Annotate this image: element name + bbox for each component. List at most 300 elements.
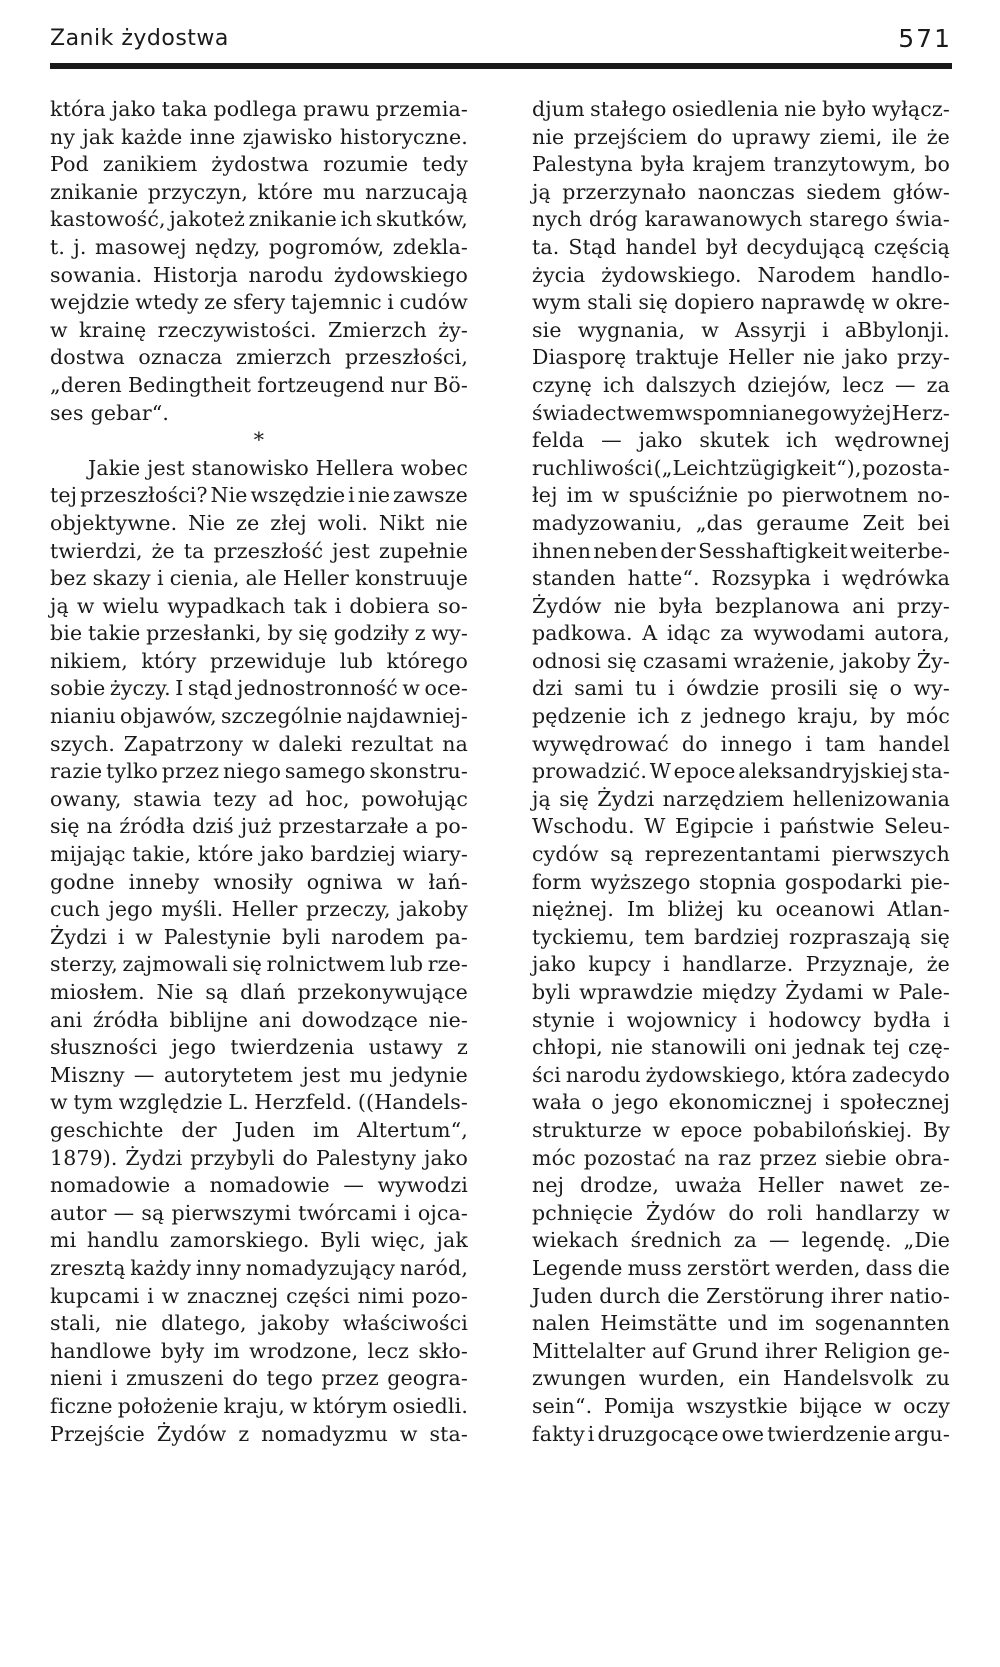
word: („Leichtzügigkeit“), <box>653 455 862 480</box>
text-line <box>50 96 468 124</box>
word: ses <box>50 400 84 425</box>
word: znacznej <box>186 1283 279 1308</box>
word: Egipcie <box>674 814 754 839</box>
word: w <box>50 1090 68 1115</box>
word: prawu <box>303 97 370 121</box>
word: o <box>591 1090 604 1115</box>
word: Żydzi <box>50 924 108 949</box>
word: na <box>684 1145 710 1170</box>
word: raz <box>717 1145 752 1170</box>
word: sterzy, <box>50 952 118 977</box>
word: oczy <box>903 1393 950 1418</box>
text-line <box>50 455 468 483</box>
word: zmierzch <box>236 345 332 370</box>
word: wała <box>532 1090 582 1115</box>
word: Żydami <box>785 980 864 1004</box>
word: osiedlenia <box>671 97 779 121</box>
word: ojca- <box>417 1200 468 1225</box>
word: przy- <box>896 345 950 370</box>
word: decydującą <box>746 234 865 259</box>
word: stopnia <box>699 869 777 894</box>
word: Mittelalter <box>532 1338 646 1363</box>
word: — <box>343 1173 364 1198</box>
word: powołując <box>361 786 468 811</box>
word: wojownicy <box>626 1007 737 1032</box>
text-line <box>50 1145 468 1173</box>
word: i <box>110 1366 118 1391</box>
word: nych <box>532 207 583 232</box>
text-line <box>50 786 468 814</box>
text-line <box>532 979 950 1007</box>
word: i <box>607 1007 615 1032</box>
word: nie <box>613 593 647 618</box>
word: ści <box>532 1062 562 1087</box>
word: nędzy, <box>194 234 261 259</box>
text-line <box>532 1200 950 1228</box>
word: dalszych <box>645 372 737 397</box>
word: geogra- <box>387 1366 468 1391</box>
word: — <box>113 1200 135 1225</box>
word: w <box>161 1283 180 1308</box>
word: ani <box>852 593 885 618</box>
word: w <box>601 483 620 508</box>
word: stanowili <box>651 1035 747 1060</box>
text-line <box>532 1421 950 1449</box>
word: Palestyna <box>532 152 633 177</box>
word: przeszłości, <box>344 345 468 370</box>
word: w <box>50 317 68 342</box>
word: części <box>286 1283 350 1308</box>
word: zjawisko <box>242 124 333 149</box>
word: wywędrować <box>532 731 669 756</box>
word: bardziej <box>310 842 396 867</box>
word: dowodzące <box>301 1007 419 1032</box>
word: jak <box>82 124 114 149</box>
word: i <box>348 483 355 508</box>
word: Bedingtheit <box>127 372 252 397</box>
word: form <box>532 869 582 894</box>
word: żydowskiego <box>333 262 468 287</box>
word: ogniwa <box>306 869 383 894</box>
word: znikanie <box>248 207 337 232</box>
word: Jakie <box>88 455 141 480</box>
word: w <box>402 676 421 701</box>
word: świadectwem <box>532 400 675 425</box>
word: ku <box>736 897 763 922</box>
word: ihnen <box>532 538 592 563</box>
word: do <box>232 1366 259 1391</box>
word: tu <box>634 676 657 701</box>
word: t. <box>50 234 66 259</box>
word: tego <box>266 1366 313 1391</box>
word: jednego <box>702 704 787 729</box>
word: Religion <box>823 1338 911 1363</box>
word: standen <box>532 566 616 591</box>
word: wyżej <box>832 400 892 425</box>
text-line <box>50 317 468 345</box>
word: wrodzone, <box>249 1338 359 1363</box>
word: Heimstätte <box>600 1311 718 1336</box>
word: * <box>253 428 265 453</box>
text-line <box>532 1227 950 1255</box>
word: położenie <box>117 1393 219 1418</box>
word: wiary- <box>402 842 468 867</box>
word: już <box>240 814 272 839</box>
word: Legende <box>532 1255 623 1280</box>
text-line <box>50 924 468 952</box>
word: starego <box>809 207 889 232</box>
word: by <box>267 621 293 646</box>
text-line <box>532 372 950 400</box>
text-line <box>50 400 468 428</box>
word: życia <box>532 262 586 287</box>
word: tedy <box>422 152 468 177</box>
word: wym <box>532 290 582 315</box>
word: By <box>923 1117 950 1142</box>
word: i <box>805 731 813 756</box>
word: zamorskiego. <box>169 1228 310 1253</box>
word: handel <box>625 234 697 259</box>
word: nej <box>532 1173 565 1198</box>
word: oznacza <box>138 345 223 370</box>
text-line <box>532 951 950 979</box>
word: fakty <box>532 1421 585 1446</box>
text-line <box>532 151 950 179</box>
word: ein <box>738 1366 771 1391</box>
word: oce- <box>424 676 468 701</box>
word: nie- <box>428 1007 468 1032</box>
text-line <box>50 1034 468 1062</box>
word: w <box>135 924 153 949</box>
word: tranzytowym, <box>773 152 917 177</box>
word: rzeczywistości. <box>157 317 317 342</box>
word: j. <box>73 234 87 259</box>
text-line <box>50 565 468 593</box>
word: aBbylonji. <box>844 317 950 342</box>
word: cuch <box>50 897 100 922</box>
word: krainę <box>79 317 147 342</box>
word: zerstört <box>686 1255 771 1280</box>
word: ziemi, <box>819 124 883 149</box>
text-line <box>50 1393 468 1421</box>
word: obra- <box>894 1145 950 1170</box>
word: bliżej <box>667 897 725 922</box>
word: Palestyny <box>315 1145 417 1170</box>
word: lecz <box>367 1338 410 1363</box>
word: cienia, <box>169 566 240 591</box>
word: dass <box>865 1255 913 1280</box>
word: Żydzi <box>597 786 655 811</box>
word: I <box>175 676 184 701</box>
word: wypadkach <box>167 593 286 618</box>
word: drodze, <box>580 1173 659 1198</box>
word: pozostać <box>583 1145 677 1170</box>
word: sein“. <box>532 1393 593 1418</box>
word: jak <box>436 1228 468 1253</box>
word: znikanie <box>50 179 139 204</box>
word: pobabilońskiej. <box>753 1117 913 1142</box>
word: Nikt <box>378 510 425 535</box>
word: ani <box>50 1007 83 1032</box>
word: zwungen <box>532 1366 627 1391</box>
text-line <box>532 1338 950 1366</box>
word: uprawy <box>731 124 811 149</box>
word: autor <box>50 1200 107 1225</box>
word: zupełnie <box>379 538 468 563</box>
word: nomadowie <box>209 1173 330 1198</box>
page-number: 571 <box>898 24 952 53</box>
word: ge- <box>917 1338 950 1363</box>
word: przez <box>321 1366 379 1391</box>
text-line <box>532 1255 950 1283</box>
word: autora, <box>874 621 950 646</box>
word: pierwszych <box>831 842 950 867</box>
word: sobie <box>50 676 106 701</box>
word: wobec <box>400 455 468 480</box>
word: epoce <box>673 759 736 784</box>
word: natio- <box>889 1283 950 1308</box>
word: w <box>399 1421 418 1446</box>
word: bydła <box>873 1007 931 1032</box>
word: pchnięcie <box>532 1200 634 1225</box>
word: wszędzie <box>250 483 346 508</box>
word: skutków, <box>375 207 468 232</box>
text-line <box>532 1007 950 1035</box>
word: nianiu <box>50 704 116 729</box>
text-line <box>50 206 468 234</box>
word: 1879). <box>50 1145 118 1170</box>
word: innego <box>720 731 793 756</box>
word: przekonywujące <box>297 980 468 1004</box>
word: była <box>640 152 685 177</box>
word: do <box>728 1200 755 1225</box>
word: Herz- <box>891 400 950 425</box>
word: geraume <box>756 510 850 535</box>
word: dobiera <box>349 593 430 618</box>
word: które <box>257 179 314 204</box>
word: słuszności <box>50 1035 158 1060</box>
word: naprawdę <box>760 290 866 315</box>
text-line <box>532 703 950 731</box>
word: którego <box>386 648 468 673</box>
word: każde <box>120 124 183 149</box>
word: państwie <box>779 814 875 839</box>
word: się <box>232 952 263 977</box>
word: samego <box>284 759 366 784</box>
word: wyższego <box>590 869 691 894</box>
word: nie <box>784 97 817 121</box>
word: po- <box>435 814 468 839</box>
word: wtedy <box>135 290 199 315</box>
word: nie <box>802 345 836 370</box>
word: narzucają <box>365 179 468 204</box>
text-line <box>532 317 950 345</box>
word: która <box>50 97 106 121</box>
word: względzie <box>118 1090 223 1115</box>
word: inne <box>189 124 236 149</box>
word: móc <box>906 704 950 729</box>
word: wejdzie <box>50 290 130 315</box>
word: skło- <box>418 1338 468 1363</box>
word: zdekla- <box>392 234 468 259</box>
word: Heller <box>283 566 349 591</box>
word: dzi <box>532 676 563 701</box>
word: w <box>701 317 719 342</box>
word: wygnania, <box>577 317 686 342</box>
word: im <box>213 1338 240 1363</box>
word: roli <box>766 1200 803 1225</box>
word: w <box>396 869 415 894</box>
word: myśli. <box>161 897 224 922</box>
word: stawia <box>133 786 202 811</box>
word: dostwa <box>50 345 125 370</box>
text-line <box>50 262 468 290</box>
word: kraju, <box>223 1393 285 1418</box>
word: Heller <box>727 345 794 370</box>
word: handlarze. <box>682 952 794 977</box>
word: jego <box>108 897 153 922</box>
word: ich <box>785 428 818 453</box>
word: w <box>872 980 890 1004</box>
word: fortzeugend <box>257 372 385 397</box>
word: jako <box>844 345 889 370</box>
word: handlarzy <box>815 1200 920 1225</box>
word: ale <box>245 566 277 591</box>
word: średnich <box>630 1228 722 1253</box>
word: częścią <box>873 234 950 259</box>
word: Diasporę <box>532 345 627 370</box>
word: więc, <box>370 1228 426 1253</box>
word: wywodami <box>753 621 865 646</box>
text-line <box>532 510 950 538</box>
word: i <box>404 1200 411 1225</box>
text-line <box>50 1310 468 1338</box>
word: lub <box>389 952 424 977</box>
word: Juden <box>532 1283 593 1308</box>
text-line <box>532 565 950 593</box>
word: zawsze <box>393 483 468 508</box>
word: twierdzenia <box>230 1035 355 1060</box>
word: świa- <box>895 207 950 232</box>
word: — <box>768 1228 790 1253</box>
text-line <box>50 758 468 786</box>
word: by <box>870 704 896 729</box>
word: przeczy, <box>305 897 391 922</box>
word: przejściem <box>573 124 688 149</box>
word: Wschodu. <box>532 814 635 839</box>
text-line <box>50 593 468 621</box>
word: dlatego, <box>161 1311 247 1336</box>
word: hatte“. <box>627 566 700 591</box>
text-line <box>532 400 950 428</box>
word: der <box>660 538 696 563</box>
word: nie <box>115 1311 148 1336</box>
word: łej <box>532 483 558 508</box>
word: Żydzi <box>125 1145 183 1170</box>
word: pozo- <box>411 1283 468 1308</box>
word: werden, <box>775 1255 861 1280</box>
word: ihrer <box>830 1283 884 1308</box>
word: krajem <box>692 152 766 177</box>
word: ustawy <box>368 1035 443 1060</box>
word: Żydów <box>645 1200 716 1225</box>
word: Grund <box>691 1338 759 1363</box>
word: pozosta- <box>862 455 950 480</box>
word: źródła <box>92 1007 159 1032</box>
word: siebie <box>824 1145 887 1170</box>
text-line <box>532 427 950 455</box>
word: „deren <box>50 372 122 397</box>
text-line <box>50 841 468 869</box>
text-line <box>50 482 468 510</box>
word: Zapatrzony <box>123 731 244 756</box>
text-line <box>50 675 468 703</box>
text-line <box>50 648 468 676</box>
word: nomadyzmu <box>261 1421 388 1446</box>
word: L. <box>228 1090 249 1115</box>
word: wszystkie <box>686 1393 788 1418</box>
word: handel <box>878 731 950 756</box>
word: die <box>667 1283 700 1308</box>
word: i <box>943 1007 950 1032</box>
word: głów- <box>892 179 950 204</box>
word: nomadowie <box>50 1173 171 1198</box>
word: Altertum“, <box>357 1117 468 1142</box>
word: Atlan- <box>887 897 950 922</box>
word: pierwotnem <box>782 483 909 508</box>
word: handlowe <box>50 1338 152 1363</box>
word: a <box>183 1173 197 1198</box>
word: lecz <box>842 372 885 397</box>
word: wy- <box>913 676 950 701</box>
word: objektywne. <box>50 510 178 535</box>
text-line <box>50 151 468 179</box>
word: zmuszeni <box>126 1366 224 1391</box>
word: strukturze <box>532 1117 642 1142</box>
word: traktuje <box>635 345 720 370</box>
word: bijące <box>799 1393 863 1418</box>
word: biblijne <box>169 1007 249 1032</box>
text-line <box>50 1172 468 1200</box>
text-line <box>532 262 950 290</box>
word: wędrownej <box>834 428 950 453</box>
word: oni <box>754 1035 787 1060</box>
word: owany, <box>50 786 122 811</box>
word: sta- <box>911 759 950 784</box>
word: Nie <box>210 483 248 508</box>
word: złej <box>270 510 307 535</box>
text-line <box>532 869 950 897</box>
text-line <box>50 731 468 759</box>
text-line <box>532 1145 950 1173</box>
word: twórcami <box>298 1200 397 1225</box>
word: skutek <box>699 428 770 453</box>
word: na <box>86 814 113 839</box>
word: do <box>681 731 708 756</box>
word: sami <box>574 676 624 701</box>
word: były <box>160 1338 205 1363</box>
word: którym <box>312 1393 388 1418</box>
word: Żydów <box>156 1421 227 1446</box>
word: było <box>821 97 867 121</box>
word: weiterbe- <box>850 538 950 563</box>
word: najdawniej- <box>346 704 468 729</box>
word: „das <box>695 510 743 535</box>
word: tajemnic <box>290 290 382 315</box>
word: dziś <box>192 814 234 839</box>
word: dróg <box>588 207 638 232</box>
word: tylko <box>106 759 158 784</box>
